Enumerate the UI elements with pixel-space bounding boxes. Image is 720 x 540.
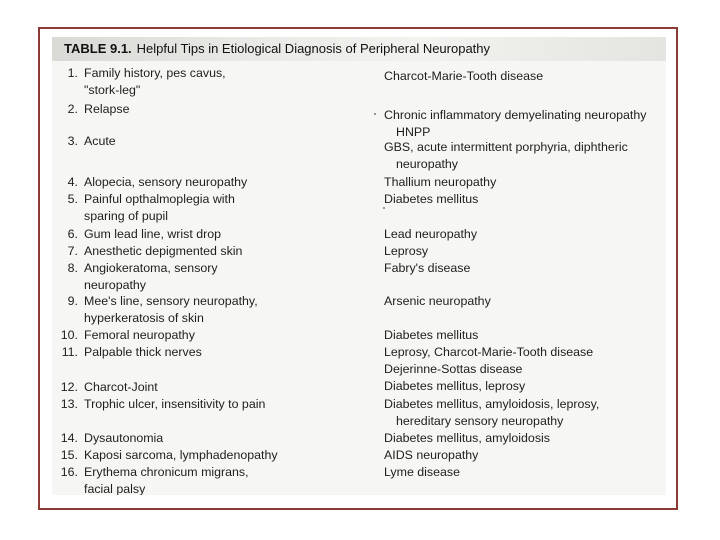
etiological-diagnosis: Lyme disease — [384, 465, 460, 479]
clinical-clue: Charcot-Joint — [84, 380, 158, 394]
etiological-diagnosis: Diabetes mellitus — [384, 328, 479, 342]
clinical-clue: facial palsy — [84, 481, 146, 495]
clinical-clue: Relapse — [84, 102, 130, 116]
clinical-clue: Painful opthalmoplegia with — [84, 192, 235, 206]
etiological-diagnosis: AIDS neuropathy — [384, 448, 479, 462]
row-number: 10. — [60, 328, 78, 342]
clinical-clue: Kaposi sarcoma, lymphadenopathy — [84, 448, 278, 462]
slide-frame — [38, 27, 678, 510]
row-number: 15. — [60, 448, 78, 462]
row-number: 14. — [60, 431, 78, 445]
etiological-diagnosis: HNPP — [396, 124, 431, 139]
scan-speck — [383, 207, 385, 209]
table-header-band — [52, 37, 666, 61]
clinical-clue: Mee's line, sensory neuropathy, — [84, 294, 258, 308]
row-number: 12. — [60, 380, 78, 394]
table-label: TABLE 9.1. — [64, 41, 132, 56]
row-number: 5. — [67, 192, 78, 206]
row-number: 9. — [67, 294, 78, 308]
row-number: 1. — [67, 66, 78, 80]
clinical-clue: Family history, pes cavus, — [84, 66, 226, 80]
row-number: 6. — [67, 227, 78, 241]
etiological-diagnosis: Charcot-Marie-Tooth disease — [384, 69, 544, 83]
etiological-diagnosis: hereditary sensory neuropathy — [396, 413, 564, 428]
etiological-diagnosis: neuropathy — [396, 156, 459, 171]
row-number: 8. — [67, 261, 78, 275]
etiological-diagnosis: Diabetes mellitus, amyloidosis — [384, 431, 550, 445]
clinical-clue: Acute — [84, 134, 116, 148]
scanned-table — [52, 37, 666, 495]
etiological-diagnosis: Diabetes mellitus — [384, 192, 479, 206]
clinical-clue: Angiokeratoma, sensory — [84, 261, 218, 275]
clinical-clue: hyperkeratosis of skin — [84, 310, 204, 325]
row-number: 16. — [60, 465, 78, 479]
clinical-clue: Erythema chronicum migrans, — [84, 465, 249, 479]
row-number: 2. — [67, 102, 78, 116]
etiological-diagnosis: Fabry's disease — [384, 261, 471, 275]
etiological-diagnosis: Lead neuropathy — [384, 227, 478, 241]
clinical-clue: Trophic ulcer, insensitivity to pain — [84, 397, 266, 411]
row-number: 3. — [67, 134, 78, 148]
row-number: 11. — [61, 345, 78, 359]
etiological-diagnosis: Leprosy — [384, 244, 429, 258]
scan-speck — [374, 113, 376, 115]
etiological-diagnosis: Diabetes mellitus, amyloidosis, leprosy, — [384, 397, 600, 411]
clinical-clue: sparing of pupil — [84, 208, 169, 223]
etiological-diagnosis: Leprosy, Charcot-Marie-Tooth disease — [384, 345, 594, 359]
clinical-clue: Alopecia, sensory neuropathy — [84, 175, 248, 189]
clinical-clue: Dysautonomia — [84, 431, 164, 445]
row-number: 13. — [60, 397, 78, 411]
etiological-diagnosis: Chronic inflammatory demyelinating neuropathy — [384, 108, 647, 122]
table-title-text: Helpful Tips in Etiological Diagnosis of Peripheral Neuropathy — [136, 41, 491, 56]
clinical-clue: Palpable thick nerves — [84, 345, 202, 359]
row-number: 4. — [67, 175, 78, 189]
etiological-diagnosis: Dejerinne-Sottas disease — [384, 361, 523, 376]
clinical-clue: Anesthetic depigmented skin — [84, 244, 243, 258]
clinical-clue: "stork-leg" — [84, 82, 141, 97]
etiological-diagnosis: Arsenic neuropathy — [384, 294, 491, 308]
row-number: 7. — [67, 244, 78, 258]
etiological-diagnosis: Thallium neuropathy — [384, 175, 497, 189]
clinical-clue: Gum lead line, wrist drop — [84, 227, 222, 241]
etiological-diagnosis: GBS, acute intermittent porphyria, diphtheric — [384, 140, 628, 154]
clinical-clue: neuropathy — [84, 277, 147, 292]
table-title — [64, 41, 490, 56]
clinical-clue: Femoral neuropathy — [84, 328, 195, 342]
etiological-diagnosis: Diabetes mellitus, leprosy — [384, 379, 526, 393]
